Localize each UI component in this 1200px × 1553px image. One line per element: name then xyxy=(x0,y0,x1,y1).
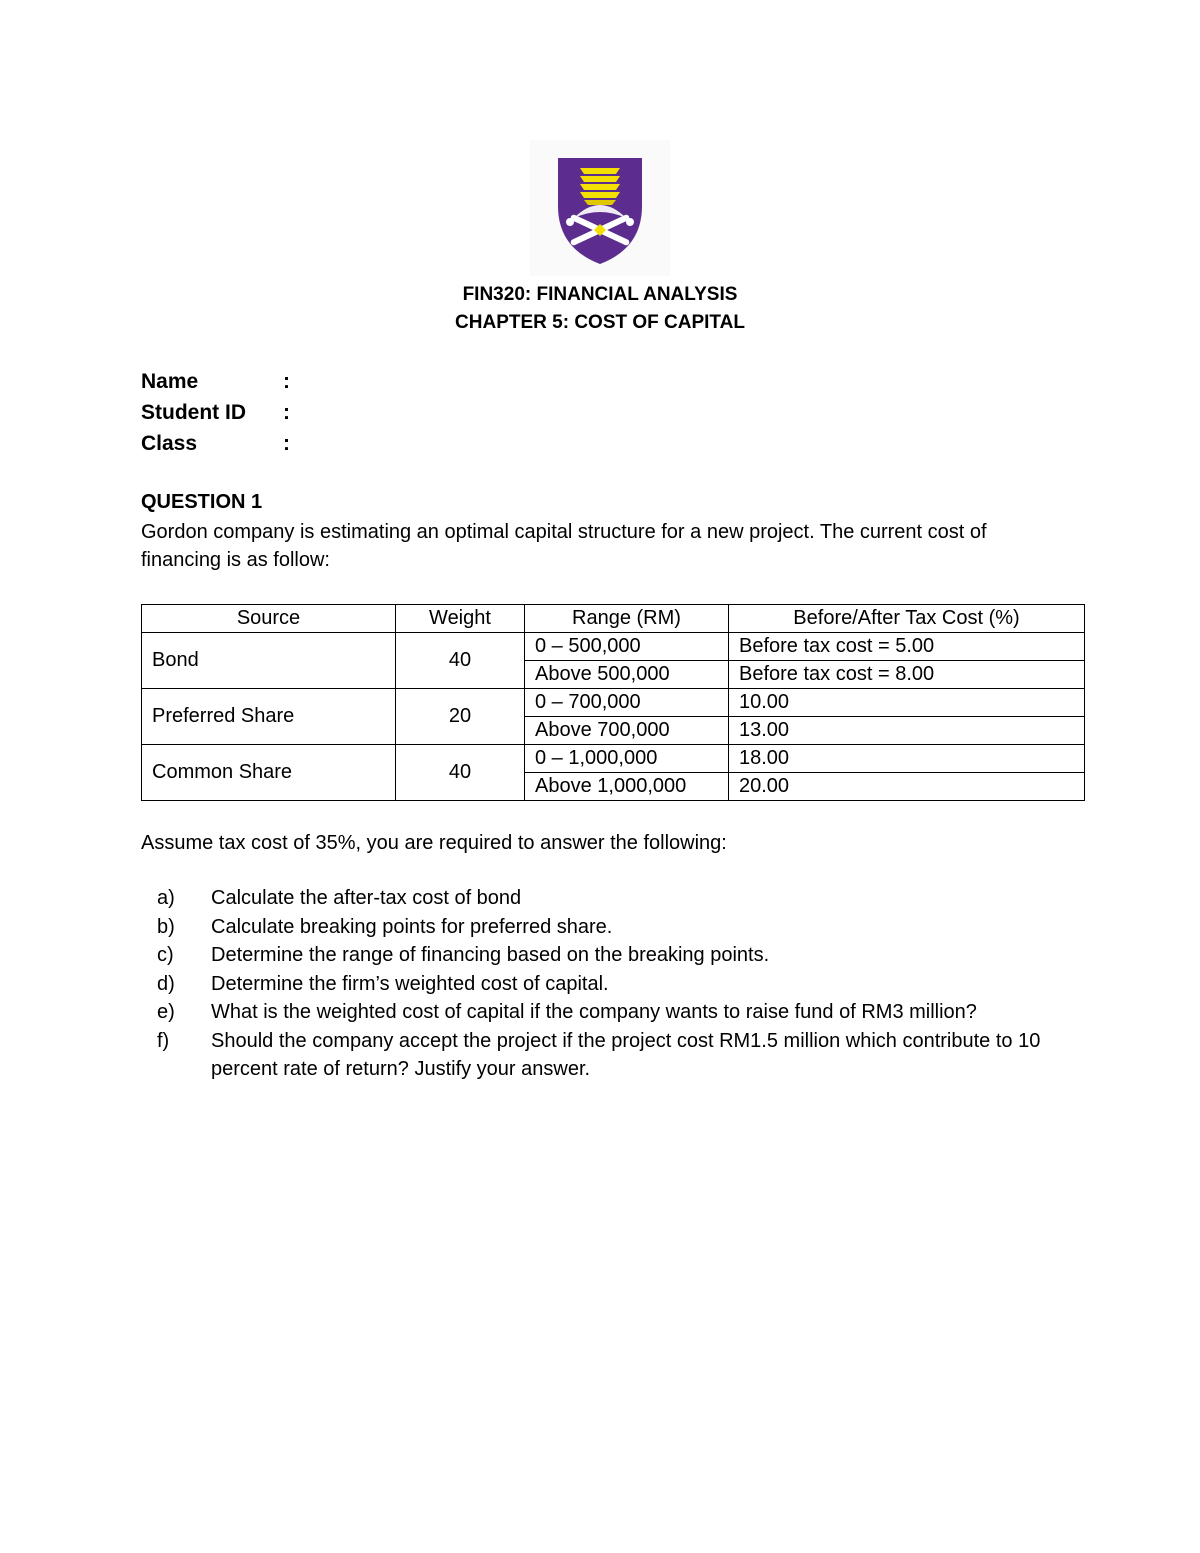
range-cell: 0 – 1,000,000 xyxy=(525,745,729,773)
university-crest-logo xyxy=(530,140,670,276)
field-sep: : xyxy=(283,401,290,424)
range-cell: Above 500,000 xyxy=(525,661,729,689)
list-item xyxy=(141,884,1081,913)
field-label: Student ID xyxy=(141,401,246,424)
range-cell: 0 – 500,000 xyxy=(525,633,729,661)
item-text: Calculate breaking points for preferred share. xyxy=(211,915,613,938)
field-label: Class xyxy=(141,432,198,455)
crest-svg xyxy=(530,140,670,276)
cost-cell: Before tax cost = 8.00 xyxy=(729,661,1085,689)
source-cell: Preferred Share xyxy=(142,689,396,745)
item-marker: e) xyxy=(157,1001,175,1023)
list-item xyxy=(141,970,1081,999)
header-source: Source xyxy=(142,605,396,633)
item-marker: f) xyxy=(157,1029,170,1052)
header-range: Range (RM) xyxy=(525,605,729,633)
item-text: Determine the range of financing based on the breaking points. xyxy=(211,944,770,966)
weight-cell: 20 xyxy=(396,689,525,745)
field-label: Name xyxy=(141,370,199,393)
table-row xyxy=(142,633,1085,661)
class-field xyxy=(141,432,290,456)
cost-cell: 10.00 xyxy=(729,689,1085,717)
question-intro: Gordon company is estimating an optimal capital structure for a new project. The current cost of financing is as follow: xyxy=(141,521,987,571)
weight-cell: 40 xyxy=(396,633,525,689)
cost-cell: 20.00 xyxy=(729,773,1085,801)
question-list xyxy=(141,884,1081,1084)
range-cell: Above 1,000,000 xyxy=(525,773,729,801)
list-item xyxy=(141,998,1081,1027)
table-row xyxy=(142,745,1085,773)
table-header-row xyxy=(142,605,1085,633)
item-text: Determine the firm’s weighted cost of capital. xyxy=(211,972,609,995)
header-cost: Before/After Tax Cost (%) xyxy=(729,605,1085,633)
item-text: What is the weighted cost of capital if the company wants to raise fund of RM3 million? xyxy=(211,1001,977,1023)
weight-cell: 40 xyxy=(396,745,525,801)
cost-cell: Before tax cost = 5.00 xyxy=(729,633,1085,661)
list-item xyxy=(141,913,1081,942)
item-marker: c) xyxy=(157,944,174,966)
item-text: Should the company accept the project if the project cost RM1.5 million which contribute to 10 percent rate of return? Justify your answer. xyxy=(211,1029,1041,1080)
assumption-text: Assume tax cost of 35%, you are required to answer the following: xyxy=(141,832,727,854)
question-title: QUESTION 1 xyxy=(141,491,263,513)
item-text: Calculate the after-tax cost of bond xyxy=(211,887,522,909)
item-marker: d) xyxy=(157,972,175,995)
list-item xyxy=(141,1027,1081,1084)
cost-cell: 13.00 xyxy=(729,717,1085,745)
item-marker: b) xyxy=(157,915,175,938)
range-cell: Above 700,000 xyxy=(525,717,729,745)
source-cell: Common Share xyxy=(142,745,396,801)
item-marker: a) xyxy=(157,887,175,909)
name-field xyxy=(141,370,290,394)
field-sep: : xyxy=(283,432,290,455)
cost-cell: 18.00 xyxy=(729,745,1085,773)
student-id-field xyxy=(141,401,290,425)
list-item xyxy=(141,941,1081,970)
chapter-title: CHAPTER 5: COST OF CAPITAL xyxy=(455,312,745,333)
financing-cost-table xyxy=(141,604,1085,801)
source-cell: Bond xyxy=(142,633,396,689)
field-sep: : xyxy=(283,370,290,393)
table-row xyxy=(142,689,1085,717)
course-title: FIN320: FINANCIAL ANALYSIS xyxy=(462,284,738,305)
header-weight: Weight xyxy=(396,605,525,633)
range-cell: 0 – 700,000 xyxy=(525,689,729,717)
